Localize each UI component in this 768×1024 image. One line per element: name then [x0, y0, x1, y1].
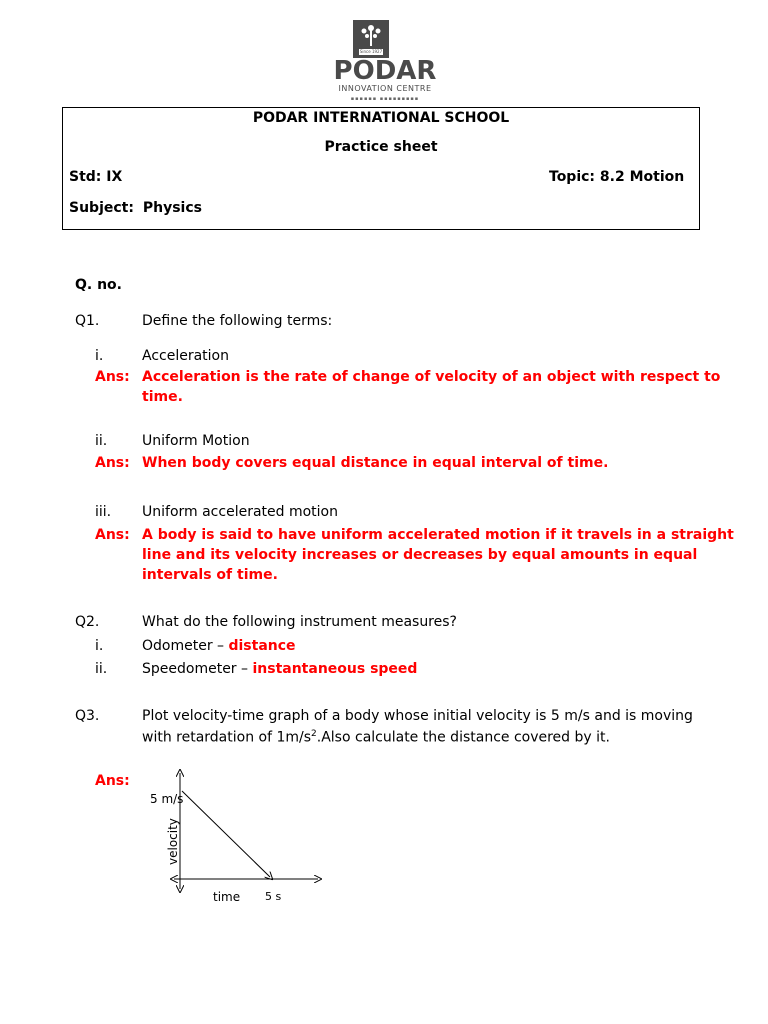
q2-item — [142, 661, 417, 677]
velocity-time-graph — [140, 765, 340, 915]
y-tick-label: 5 m/s — [150, 792, 184, 806]
answer-text: line and its velocity increases or decreases by equal amounts in equal — [142, 547, 698, 563]
header-box — [62, 107, 700, 230]
qno-heading: Q. no. — [75, 277, 122, 293]
q3-line2-sup: 2 — [311, 729, 317, 739]
q2-item-number: ii. — [95, 661, 108, 677]
q2-item-label: Odometer – — [142, 638, 225, 654]
answer-label: Ans: — [95, 527, 130, 543]
logo-since: Since 1927 — [359, 49, 383, 54]
q2-item-answer: distance — [228, 638, 296, 654]
answer-text: A body is said to have uniform accelerated motion if it travels in a straight — [142, 527, 734, 543]
sheet-title: Practice sheet — [324, 139, 438, 155]
x-tick-label: 5 s — [265, 890, 282, 903]
answer-label: Ans: — [95, 455, 130, 471]
school-logo — [300, 10, 470, 100]
velocity-line — [182, 791, 270, 877]
q1-item-term: Acceleration — [142, 348, 229, 364]
q1-item-number: iii. — [95, 504, 112, 520]
q3-number: Q3. — [75, 708, 100, 724]
logo-brand: PODAR — [333, 56, 437, 86]
topic-label: Topic: 8.2 Motion — [549, 169, 685, 185]
q1-item-term: Uniform accelerated motion — [142, 504, 338, 520]
q3-text-line1: Plot velocity-time graph of a body whose initial velocity is 5 m/s and is moving — [142, 708, 693, 724]
answer-label: Ans: — [95, 773, 130, 789]
q1-item-number: ii. — [95, 433, 108, 449]
y-axis-label: velocity — [166, 818, 180, 865]
logo-tagline-mark: ▪▪▪▪▪▪ ▪▪▪▪▪▪▪▪▪ — [350, 96, 420, 102]
q1-item-number: i. — [95, 348, 104, 364]
q3-text-line2 — [142, 729, 610, 746]
subject-value: Physics — [142, 200, 202, 216]
answer-text: intervals of time. — [142, 567, 278, 583]
subject-key: Subject: — [69, 200, 134, 216]
q2-item-number: i. — [95, 638, 104, 654]
answer-text: Acceleration is the rate of change of velocity of an object with respect to — [142, 369, 721, 385]
q1-number: Q1. — [75, 313, 100, 329]
q2-item — [142, 638, 296, 654]
q3-line2-post: .Also calculate the distance covered by it. — [316, 729, 610, 746]
q1-text: Define the following terms: — [142, 313, 333, 329]
q2-item-label: Speedometer – — [142, 661, 249, 677]
q2-text: What do the following instrument measures? — [142, 614, 457, 630]
subject-label — [69, 200, 202, 216]
q1-item-term: Uniform Motion — [142, 433, 250, 449]
x-axis-label: time — [213, 890, 241, 904]
answer-label: Ans: — [95, 369, 130, 385]
logo-subtitle: INNOVATION CENTRE — [338, 84, 432, 93]
q2-item-answer: instantaneous speed — [252, 661, 418, 677]
school-name: PODAR INTERNATIONAL SCHOOL — [252, 110, 510, 126]
tree-icon — [353, 20, 389, 58]
q2-number: Q2. — [75, 614, 100, 630]
q3-line2-pre: with retardation of 1m/s — [142, 729, 312, 746]
answer-text: time. — [142, 389, 183, 405]
std-label: Std: IX — [69, 169, 123, 185]
answer-text: When body covers equal distance in equal interval of time. — [142, 455, 609, 471]
